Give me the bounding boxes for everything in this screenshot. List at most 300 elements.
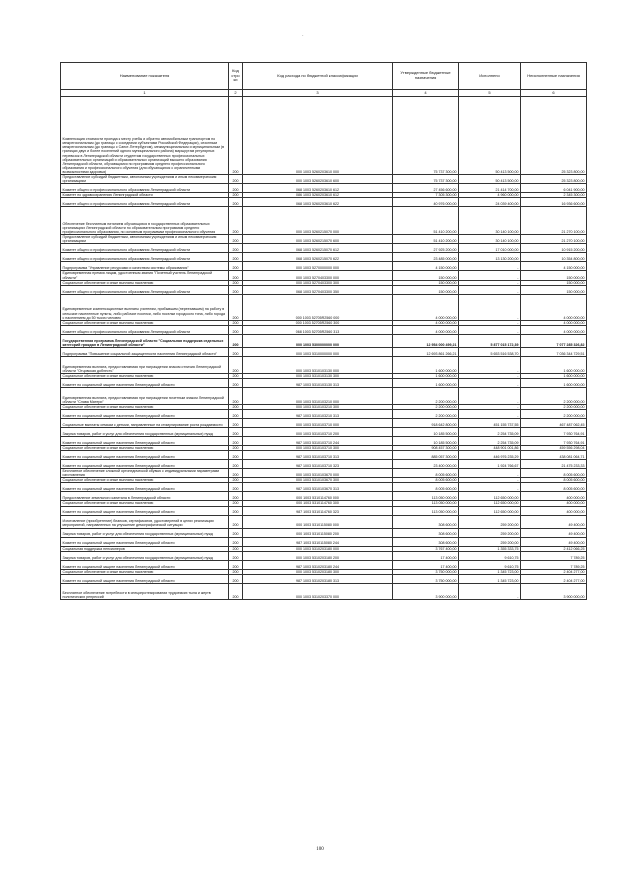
row-executed: 30 140 100,00: [459, 207, 521, 235]
row-name: Предоставление субсидий бюджетным, автономным учреждениям и иным некоммерческим организациям: [61, 175, 229, 184]
row-unexecuted: 8 005 600,00: [521, 469, 587, 478]
row-name: Бесплатное обеспечение потребности в спецопротезировании трудоемких тыла и жертв политических репрессий: [61, 583, 229, 599]
row-unexecuted: 10 915 200,00: [521, 244, 587, 253]
table-row: [61, 428, 587, 437]
header-budget-code: Код расхода по бюджетной классификации: [243, 63, 393, 90]
row-name: Единовременная премия лицам, удостоенным звания "Почетный учитель Ленинградской области": [61, 271, 229, 280]
table-body: [61, 97, 587, 600]
row-unexecuted: 4 150 000,00: [521, 262, 587, 271]
row-budget-code: 000 1003 5270000000 000: [243, 262, 393, 271]
row-approved: 75 737 300,00: [393, 97, 459, 175]
row-unexecuted: 150 000,00: [521, 280, 587, 285]
row-line-code: 200: [229, 574, 243, 583]
row-executed: 446 976 235,29: [459, 451, 521, 460]
row-executed: -: [459, 469, 521, 478]
row-name: Подпрограмма "Повышение социальной защищенности населения Ленинградской области": [61, 347, 229, 356]
row-unexecuted: 10 354 800,00: [521, 253, 587, 262]
row-budget-code: 000 1003 5270403300 300: [243, 280, 393, 285]
row-executed: 4 960 000,00: [459, 193, 521, 198]
row-budget-code: 987 1003 5310103210 313: [243, 410, 393, 419]
row-budget-code: 000 1003 5310203180 200: [243, 551, 393, 560]
row-name: Подпрограмма "Управление ресурсами и качеством системы образования": [61, 262, 229, 271]
row-approved: 885 057 300,00: [393, 451, 459, 460]
row-name: Комитет по социальной защите населения Ленинградской области: [61, 451, 229, 460]
row-approved: 113 050 000,00: [393, 492, 459, 501]
row-unexecuted: 7 930 764,91: [521, 428, 587, 437]
row-name: Комитет общего и профессионального образования Ленинградской области: [61, 285, 229, 294]
row-name: Социальные выплаты семьям с детьми, направленные на стимулирование роста рождаемости: [61, 419, 229, 428]
row-unexecuted: 21 270 100,00: [521, 235, 587, 244]
row-unexecuted: 3 900 000,00: [521, 583, 587, 599]
row-line-code: 200: [229, 294, 243, 320]
row-line-code: 200: [229, 546, 243, 551]
row-unexecuted: 4 000 000,00: [521, 294, 587, 320]
row-executed: -: [459, 356, 521, 373]
row-line-code: 200: [229, 583, 243, 599]
row-approved: 10 185 500,00: [393, 437, 459, 446]
row-executed: -: [459, 271, 521, 280]
row-approved: 3 767 400,00: [393, 546, 459, 551]
row-executed: -: [459, 320, 521, 325]
row-budget-code: 000 1003 5310103210 300: [243, 404, 393, 409]
row-unexecuted: 7 077 285 326,82: [521, 334, 587, 347]
row-approved: 4 000 000,00: [393, 320, 459, 325]
table-row: [61, 356, 587, 373]
row-approved: 8 005 600,00: [393, 483, 459, 492]
table-row: [61, 97, 587, 175]
page-number: 100: [316, 847, 324, 852]
row-budget-code: 000 1003 5310103670 300: [243, 478, 393, 483]
row-line-code: 200: [229, 451, 243, 460]
row-line-code: 200: [229, 469, 243, 478]
row-budget-code: 987 1003 5310103710 313: [243, 451, 393, 460]
row-name: Социальное обеспечение и иные выплаты населению: [61, 404, 229, 409]
row-budget-code: 987 1003 5310103130 313: [243, 378, 393, 387]
row-executed: -: [459, 262, 521, 271]
row-approved: 27 925 200,00: [393, 244, 459, 253]
row-executed: 9 610,75: [459, 551, 521, 560]
row-budget-code: 000 1003 5300000000 000: [243, 334, 393, 347]
row-approved: 27 456 600,00: [393, 184, 459, 193]
row-approved: 113 050 000,00: [393, 506, 459, 515]
row-line-code: 200: [229, 478, 243, 483]
row-budget-code: 068 1003 5260203610 612: [243, 184, 393, 193]
header-executed: Исполнено: [459, 63, 521, 90]
row-line-code: 200: [229, 506, 243, 515]
row-executed: -: [459, 387, 521, 404]
table-row: [61, 419, 587, 428]
row-approved: 150 000,00: [393, 280, 459, 285]
row-executed: 1 345 723,00: [459, 569, 521, 574]
row-name: Социальная поддержка пенсионеров: [61, 546, 229, 551]
row-approved: 4 000 000,00: [393, 325, 459, 334]
row-approved: 10 185 500,00: [393, 428, 459, 437]
row-unexecuted: 2 200 000,00: [521, 410, 587, 419]
table-row: [61, 244, 587, 253]
row-budget-code: 068 1003 5260215070 622: [243, 253, 393, 262]
table-row: [61, 483, 587, 492]
row-unexecuted: 6 041 900,00: [521, 184, 587, 193]
row-budget-code: 000 1003 5310114760 300: [243, 501, 393, 506]
row-approved: 7 305 300,00: [393, 193, 459, 198]
column-number: 5: [459, 90, 521, 97]
column-number: 1: [61, 90, 229, 97]
row-line-code: 200: [229, 325, 243, 334]
table-row: [61, 506, 587, 515]
row-approved: 23 485 000,00: [393, 253, 459, 262]
row-approved: 23 400 000,00: [393, 460, 459, 469]
row-line-code: 200: [229, 184, 243, 193]
header-indicator-name: Наименование показателя: [61, 63, 229, 90]
row-name: Комитет по социальной защите населения Ленинградской области: [61, 574, 229, 583]
row-name: Комитет общего и профессионального образования Ленинградской области: [61, 184, 229, 193]
table-row: [61, 285, 587, 294]
row-budget-code: 000 1003 52705R2560 000: [243, 294, 393, 320]
row-name: Социальное обеспечение и иные выплаты населению: [61, 478, 229, 483]
row-budget-code: 000 1003 5310203180 300: [243, 569, 393, 574]
row-budget-code: 000 1003 5310000000 000: [243, 347, 393, 356]
row-line-code: 200: [229, 387, 243, 404]
row-approved: 918 642 800,00: [393, 419, 459, 428]
row-line-code: 200: [229, 253, 243, 262]
row-name: Единовременная выплата, предоставляемая при награждении знаком отличия Ленинградской области "Отцовская доблесть": [61, 356, 229, 373]
row-unexecuted: 4 000 000,00: [521, 325, 587, 334]
row-executed: 17 010 000,00: [459, 244, 521, 253]
row-unexecuted: 49 400,00: [521, 528, 587, 537]
row-name: Социальное обеспечение и иные выплаты населению: [61, 320, 229, 325]
row-approved: 17 400,00: [393, 560, 459, 569]
table-row: [61, 175, 587, 184]
row-unexecuted: 7 930 764,91: [521, 437, 587, 446]
row-budget-code: 987 1003 5310103710 323: [243, 460, 393, 469]
row-line-code: 200: [229, 235, 243, 244]
row-name: Комитет общего и профессионального образования Ленинградской области: [61, 325, 229, 334]
row-executed: 50 413 500,00: [459, 175, 521, 184]
row-unexecuted: 16 936 600,00: [521, 198, 587, 207]
row-budget-code: 000 1003 5260203610 600: [243, 175, 393, 184]
row-budget-code: 000 1003 5310115080 200: [243, 528, 393, 537]
row-budget-code: 987 1003 5310103670 313: [243, 483, 393, 492]
row-name: Единовременная выплата, предоставляемая при награждении почетным знаком Ленинградской области "Слава Матери": [61, 387, 229, 404]
table-row: [61, 207, 587, 235]
row-line-code: 200: [229, 378, 243, 387]
row-approved: 8 005 600,00: [393, 469, 459, 478]
table-row: [61, 184, 587, 193]
table-row: [61, 198, 587, 207]
row-unexecuted: 2 404 277,00: [521, 574, 587, 583]
row-executed: 5 653 516 538,70: [459, 347, 521, 356]
table-row: [61, 446, 587, 451]
row-line-code: 200: [229, 437, 243, 446]
row-name: Социальное обеспечение и иные выплаты населению: [61, 569, 229, 574]
table-row: [61, 325, 587, 334]
row-budget-code: 000 1003 5310103130 300: [243, 373, 393, 378]
row-line-code: 200: [229, 446, 243, 451]
row-line-code: 200: [229, 347, 243, 356]
table-row: [61, 583, 587, 599]
table-row: [61, 410, 587, 419]
row-approved: 2 200 000,00: [393, 387, 459, 404]
row-line-code: 200: [229, 262, 243, 271]
row-name: Комитет общего и профессионального образования Ленинградской области: [61, 198, 229, 207]
row-name: Государственная программа Ленинградской области "Социальная поддержка отдельных категорий граждан в Ленинградской области": [61, 334, 229, 347]
row-budget-code: 000 1003 5310103710 200: [243, 428, 393, 437]
row-line-code: 200: [229, 280, 243, 285]
row-executed: 1 924 766,67: [459, 460, 521, 469]
table-row: [61, 271, 587, 280]
row-unexecuted: 2 404 277,00: [521, 569, 587, 574]
row-executed: -: [459, 478, 521, 483]
row-name: Комитет по здравоохранению Ленинградской области: [61, 193, 229, 198]
row-approved: 150 000,00: [393, 271, 459, 280]
row-executed: -: [459, 280, 521, 285]
row-budget-code: 068 1003 52705R2560 313: [243, 325, 393, 334]
row-executed: -: [459, 373, 521, 378]
row-budget-code: 068 1003 5270403300 350: [243, 285, 393, 294]
row-unexecuted: 2 200 000,00: [521, 404, 587, 409]
table-row: [61, 560, 587, 569]
row-executed: 5 877 015 172,39: [459, 334, 521, 347]
row-line-code: 200: [229, 198, 243, 207]
row-unexecuted: 459 556 298,04: [521, 446, 587, 451]
row-budget-code: 000 1003 5310203370 000: [243, 583, 393, 599]
row-executed: 259 200,00: [459, 537, 521, 546]
row-name: Предоставление субсидий бюджетным, автономным учреждениям и иным некоммерческим организациям: [61, 235, 229, 244]
table-row: [61, 569, 587, 574]
row-name: Комитет по социальной защите населения Ленинградской области: [61, 410, 229, 419]
row-executed: -: [459, 483, 521, 492]
table-row: [61, 574, 587, 583]
row-line-code: 200: [229, 419, 243, 428]
row-executed: -: [459, 583, 521, 599]
table-row: [61, 294, 587, 320]
row-approved: 1 600 000,00: [393, 356, 459, 373]
row-executed: 13 130 200,00: [459, 253, 521, 262]
column-number-row: [61, 90, 587, 97]
row-name: Комитет по социальной защите населения Ленинградской области: [61, 537, 229, 546]
table-row: [61, 235, 587, 244]
row-budget-code: 987 1003 5310115080 244: [243, 537, 393, 546]
table-row: [61, 378, 587, 387]
row-budget-code: 000 1003 5310103710 000: [243, 419, 393, 428]
row-budget-code: 086 1003 5260203610 612: [243, 193, 393, 198]
row-approved: 908 457 300,00: [393, 446, 459, 451]
column-number: 6: [521, 90, 587, 97]
table-row: [61, 347, 587, 356]
row-line-code: 200: [229, 207, 243, 235]
row-name: Закупка товаров, работ и услуг для обеспечения государственных (муниципальных) нужд: [61, 528, 229, 537]
row-executed: 259 200,00: [459, 515, 521, 528]
row-unexecuted: 2 200 000,00: [521, 387, 587, 404]
row-name: Комитет по социальной защите населения Ленинградской области: [61, 483, 229, 492]
row-line-code: 200: [229, 285, 243, 294]
row-executed: 112 650 000,00: [459, 506, 521, 515]
row-approved: 4 150 000,00: [393, 262, 459, 271]
row-line-code: 200: [229, 428, 243, 437]
row-line-code: 200: [229, 97, 243, 175]
row-approved: 12 954 000 499,21: [393, 334, 459, 347]
row-line-code: 200: [229, 373, 243, 378]
row-unexecuted: 400 000,00: [521, 492, 587, 501]
row-approved: 3 750 000,00: [393, 569, 459, 574]
row-line-code: 200: [229, 334, 243, 347]
row-approved: 12 693 861 266,21: [393, 347, 459, 356]
table-header-row: [61, 63, 587, 90]
row-unexecuted: 1 600 000,00: [521, 378, 587, 387]
row-executed: 451 155 737,55: [459, 419, 521, 428]
row-unexecuted: 400 000,00: [521, 506, 587, 515]
row-executed: 448 901 001,86: [459, 446, 521, 451]
row-name: Закупка товаров, работ и услуг для обеспечения государственных (муниципальных) нужд: [61, 551, 229, 560]
row-executed: -: [459, 410, 521, 419]
row-budget-code: 000 1003 5310103130 000: [243, 356, 393, 373]
column-number: 2: [229, 90, 243, 97]
row-name: Комитет общего и профессионального образования Ленинградской области: [61, 253, 229, 262]
row-unexecuted: 7 789,25: [521, 551, 587, 560]
table-row: [61, 193, 587, 198]
row-name: Социальное обеспечение и иные выплаты населению: [61, 446, 229, 451]
table-row: [61, 528, 587, 537]
row-line-code: 200: [229, 356, 243, 373]
table-row: [61, 537, 587, 546]
row-executed: 112 650 000,00: [459, 501, 521, 506]
row-approved: 2 200 000,00: [393, 410, 459, 419]
row-unexecuted: 7 789,25: [521, 560, 587, 569]
row-unexecuted: 150 000,00: [521, 285, 587, 294]
row-name: Социальное обеспечение и иные выплаты населению: [61, 373, 229, 378]
row-budget-code: 987 1003 5310203180 244: [243, 560, 393, 569]
row-budget-code: 068 1003 5260203610 622: [243, 198, 393, 207]
row-name: Комитет по социальной защите населения Ленинградской области: [61, 506, 229, 515]
row-executed: 2 254 735,09: [459, 428, 521, 437]
row-approved: 308 600,00: [393, 515, 459, 528]
row-approved: 17 400,00: [393, 551, 459, 560]
row-budget-code: 987 1003 5310203180 313: [243, 574, 393, 583]
row-unexecuted: 150 000,00: [521, 271, 587, 280]
row-executed: 21 414 700,00: [459, 184, 521, 193]
row-approved: 1 600 000,00: [393, 378, 459, 387]
row-executed: -: [459, 404, 521, 409]
row-budget-code: 987 1003 5310114760 323: [243, 506, 393, 515]
row-line-code: 200: [229, 515, 243, 528]
row-approved: 3 900 000,00: [393, 583, 459, 599]
row-name: Обеспечение бесплатным питанием обучающихся в государственных образовательных организациях Ленинградской области по образовательным программам среднего профессионального образования, по основным программам профессионального обучения: [61, 207, 229, 235]
row-name: Комитет по социальной защите населения Ленинградской области: [61, 378, 229, 387]
row-approved: 51 410 200,00: [393, 235, 459, 244]
row-unexecuted: 21 270 100,00: [521, 207, 587, 235]
row-unexecuted: 7 036 344 729,51: [521, 347, 587, 356]
row-name: Единовременные компенсационные выплаты учителям, прибывшим (переехавшим) на работу в сельские населенные пункты, либо рабочие поселки, либо поселки городского типа, либо города с населением до 50 тысяч человек: [61, 294, 229, 320]
row-unexecuted: 49 400,00: [521, 515, 587, 528]
row-executed: 24 039 400,00: [459, 198, 521, 207]
row-budget-code: 000 1003 5310103210 000: [243, 387, 393, 404]
row-name: Закупка товаров, работ и услуг для обеспечения государственных (муниципальных) нужд: [61, 428, 229, 437]
column-number: 4: [393, 90, 459, 97]
table-row: [61, 253, 587, 262]
row-line-code: 200: [229, 404, 243, 409]
row-line-code: 200: [229, 483, 243, 492]
header-approved: Утвержденные бюджетные назначения: [393, 63, 459, 90]
row-unexecuted: 21 475 233,33: [521, 460, 587, 469]
table-row: [61, 451, 587, 460]
row-approved: 8 005 600,00: [393, 478, 459, 483]
row-name: Комитет по социальной защите населения Ленинградской области: [61, 460, 229, 469]
table-row: [61, 437, 587, 446]
row-executed: 1 355 333,75: [459, 546, 521, 551]
column-number: 3: [243, 90, 393, 97]
row-line-code: 200: [229, 560, 243, 569]
row-approved: 4 000 000,00: [393, 294, 459, 320]
header-unexecuted: Неисполненные назначения: [521, 63, 587, 90]
row-approved: 75 737 300,00: [393, 175, 459, 184]
row-executed: 30 140 100,00: [459, 235, 521, 244]
row-unexecuted: 49 400,00: [521, 537, 587, 546]
row-line-code: 200: [229, 528, 243, 537]
row-approved: 113 050 000,00: [393, 501, 459, 506]
row-executed: 112 650 000,00: [459, 492, 521, 501]
table-row: [61, 460, 587, 469]
row-budget-code: 000 1003 5260203610 000: [243, 97, 393, 175]
row-unexecuted: 467 487 062,45: [521, 419, 587, 428]
row-executed: -: [459, 285, 521, 294]
row-unexecuted: 2 345 300,00: [521, 193, 587, 198]
row-approved: 2 200 000,00: [393, 404, 459, 409]
row-budget-code: 000 1003 5260215070 600: [243, 235, 393, 244]
row-line-code: 200: [229, 175, 243, 184]
table-row: [61, 387, 587, 404]
row-approved: 51 410 200,00: [393, 207, 459, 235]
row-unexecuted: 1 600 000,00: [521, 373, 587, 378]
row-unexecuted: 8 005 600,00: [521, 478, 587, 483]
row-budget-code: 000 1003 5270403300 000: [243, 271, 393, 280]
row-executed: 9 610,75: [459, 560, 521, 569]
table-row: [61, 515, 587, 528]
table-row: [61, 469, 587, 478]
row-name: Предоставление земельного капитала в Ленинградской области: [61, 492, 229, 501]
row-approved: 150 000,00: [393, 285, 459, 294]
table-row: [61, 262, 587, 271]
row-line-code: 200: [229, 501, 243, 506]
row-budget-code: 068 1003 5260215070 612: [243, 244, 393, 253]
row-executed: 1 345 723,00: [459, 574, 521, 583]
scan-mark: ·: [302, 33, 304, 39]
row-budget-code: 000 1003 5310115080 000: [243, 515, 393, 528]
row-budget-code: 000 1003 5260215070 000: [243, 207, 393, 235]
budget-execution-table: [60, 62, 587, 600]
row-name: Социальное обеспечение и иные выплаты населению: [61, 280, 229, 285]
row-name: Комитет по социальной защите населения Ленинградской области: [61, 560, 229, 569]
row-unexecuted: 1 600 000,00: [521, 356, 587, 373]
row-unexecuted: 4 000 000,00: [521, 320, 587, 325]
row-budget-code: 000 1003 5310114760 000: [243, 492, 393, 501]
row-approved: 308 600,00: [393, 537, 459, 546]
row-line-code: 200: [229, 537, 243, 546]
row-line-code: 200: [229, 410, 243, 419]
row-line-code: 200: [229, 569, 243, 574]
row-unexecuted: 8 005 600,00: [521, 483, 587, 492]
row-approved: 3 750 000,00: [393, 574, 459, 583]
row-unexecuted: 25 323 800,00: [521, 175, 587, 184]
row-unexecuted: 438 081 064,71: [521, 451, 587, 460]
row-approved: 40 976 000,00: [393, 198, 459, 207]
row-budget-code: 000 1003 5310103670 000: [243, 469, 393, 478]
row-budget-code: 987 1003 5310103710 244: [243, 437, 393, 446]
row-name: Изготовление (приобретение) бланков, сертификатов, удостоверений в целях реализации мероприятий, направленных на улучшение демографической ситуации: [61, 515, 229, 528]
row-budget-code: 000 1003 52705R2560 300: [243, 320, 393, 325]
row-name: Бесплатное обеспечение сложной ортопедической обувью с индивидуальными параметрами изготовления: [61, 469, 229, 478]
row-approved: 1 600 000,00: [393, 373, 459, 378]
row-executed: -: [459, 325, 521, 334]
